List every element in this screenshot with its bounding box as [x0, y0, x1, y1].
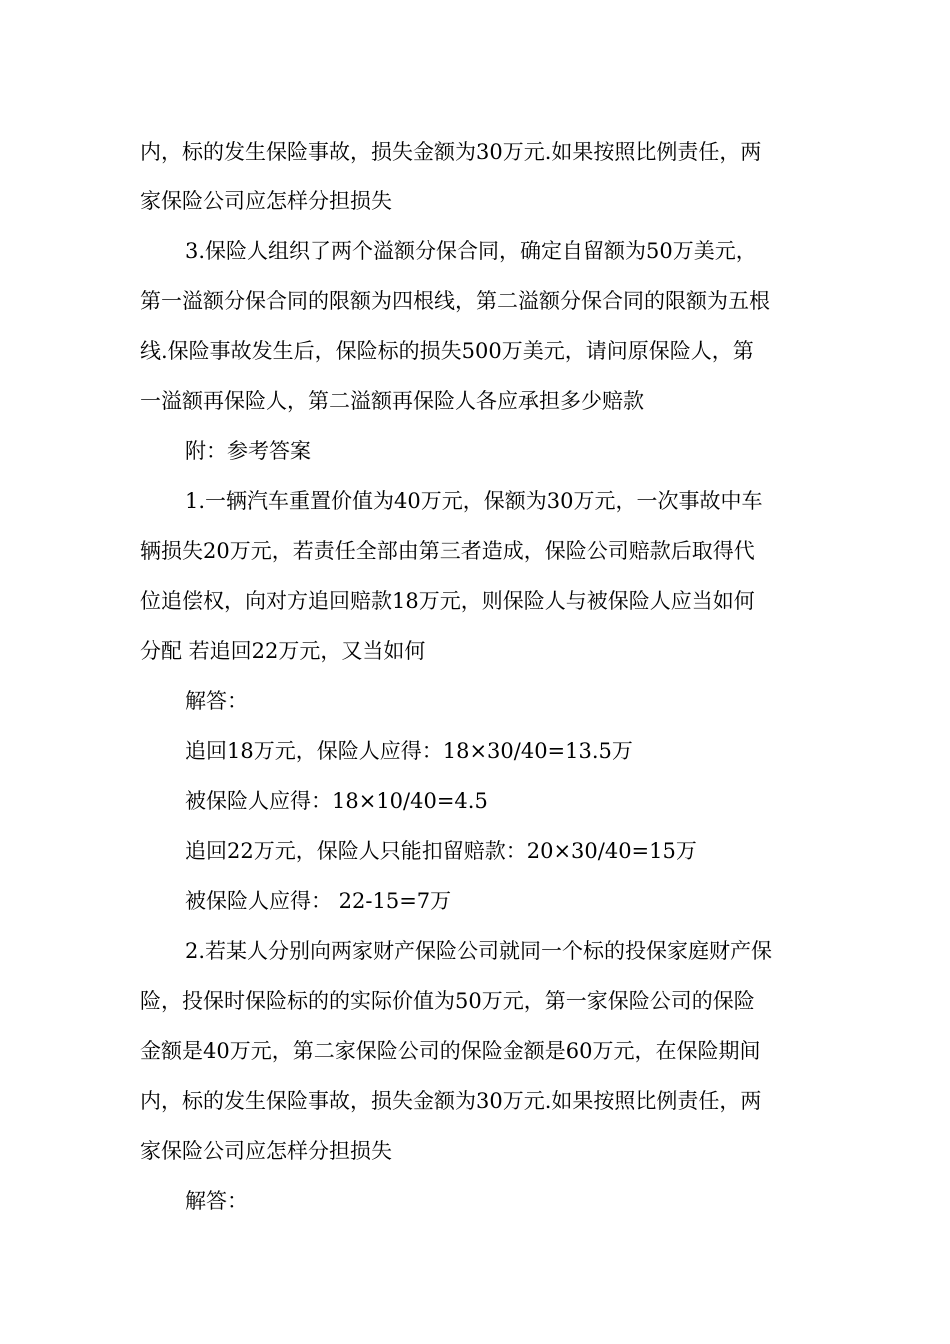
text-line: 1.一辆汽车重置价值为40万元，保额为30万元，一次事故中车 [185, 489, 763, 513]
text-line: 被保险人应得：18×10/40=4.5 [185, 789, 488, 813]
text-line: 线.保险事故发生后，保险标的损失500万美元，请问原保险人，第 [140, 339, 754, 363]
text-line: 追回18万元，保险人应得：18×30/40=13.5万 [185, 739, 633, 763]
text-line: 金额是40万元，第二家保险公司的保险金额是60万元，在保险期间 [140, 1039, 761, 1063]
text-line: 3.保险人组织了两个溢额分保合同，确定自留额为50万美元， [185, 239, 757, 263]
text-line: 第一溢额分保合同的限额为四根线，第二溢额分保合同的限额为五根 [140, 289, 770, 313]
text-line: 内，标的发生保险事故，损失金额为30万元.如果按照比例责任，两 [140, 140, 762, 164]
text-line: 辆损失20万元，若责任全部由第三者造成，保险公司赔款后取得代 [140, 539, 755, 563]
text-line: 内，标的发生保险事故，损失金额为30万元.如果按照比例责任，两 [140, 1089, 762, 1113]
text-line: 一溢额再保险人，第二溢额再保险人各应承担多少赔款 [140, 389, 644, 413]
text-line: 追回22万元，保险人只能扣留赔款：20×30/40=15万 [185, 839, 697, 863]
text-line: 2.若某人分别向两家财产保险公司就同一个标的投保家庭财产保 [185, 939, 773, 963]
text-line: 位追偿权，向对方追回赔款18万元，则保险人与被保险人应当如何 [140, 589, 755, 613]
text-line: 被保险人应得： 22-15=7万 [185, 889, 452, 913]
section-heading: 附：参考答案 [185, 439, 311, 463]
answer-heading: 解答： [185, 689, 248, 713]
text-line: 分配 若追回22万元，又当如何 [140, 639, 426, 663]
text-line: 家保险公司应怎样分担损失 [140, 189, 392, 213]
text-line: 险，投保时保险标的的实际价值为50万元，第一家保险公司的保险 [140, 989, 755, 1013]
answer-heading: 解答： [185, 1189, 248, 1213]
text-line: 家保险公司应怎样分担损失 [140, 1139, 392, 1163]
